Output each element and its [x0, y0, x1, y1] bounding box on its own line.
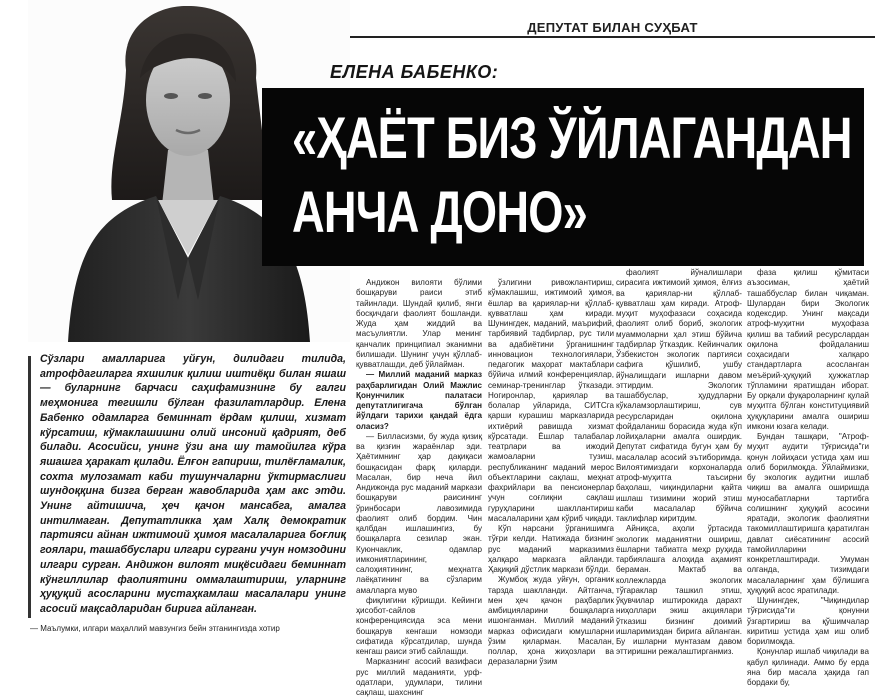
rubric-divider	[350, 36, 875, 38]
body-paragraph: — Миллий маданий марказ раҳбарлигидан Олий Мажлис Қонунчилик палатаси депутатлигигача бўлган йўлдаги тарихи қандай ёдга оласиз?	[356, 370, 482, 431]
intro-lead-paragraph: Сўзлари амалларига уйғун, дилидаги тилида, атрофдагиларга яхшилик қилиш иштиёқи билан яшаш — буларнинг барчаси саҳифамизнинг бу галги меҳмонига тегишли бўлган фазилатлардир. Елена Бабенко одамларга беминнат ёрдам қилиш, хизмат кўрсатиш, кўмаклашишни олий инсоний қадрият, деб билади. Асосийси, унинг ўзи ана шу тамойилга кўра яшашга ҳаракат қилади. Ёлғон гапириш, тилёғламалик, сохта мулозамат каби тушунчаларни ўктирмаслиги шундоққина бизга берган жавобларида ҳам акс этди. Унинг айтишича, ҳеч қачон мансабга, амалга интилмаган. Депутатликка ҳам Халқ демократик партияси айнан ижтимоий ҳимоя масалаларига боғлиқ гоялари, ташаббуслари илгари сургани учун номзодини илгари сурган. Андижон вилоят миқёсидаги беминнат кўнгиллилар фаолиятини оммалаштириш, уларнинг ҳуқуқий асосларини мустаҳкамлаш масалалари унинг асосий мақсадларидан бирига айланган.	[40, 353, 346, 615]
body-paragraph: Айниқса, аҳоли ўртасида экологик маданиятни ошириш, ёшларни табиатга меҳр руҳида тарбиялашга алоҳида аҳамият бераман. Мактаб ва коллежларда экологик тўгараклар ташкил этиш, ўқувчилар иштирокида дарахт ниҳоллари экиш акциялари ўтказиш бизнинг доимий ишларимиздан бирига айланган. Бу ишларни мунтазам давом эттиришни режалаштирганмиз.	[616, 524, 742, 657]
interviewee-name: ЕЛЕНА БАБЕНКО:	[330, 62, 499, 82]
body-paragraph: Шунингдек, "Чиқиндилар тўғрисида"ги қонунни ўзгартириш ва қўшимчалар киритиш устида ҳам иш олиб борилмоқда.	[747, 596, 869, 646]
headline-line-1: «ҲАЁТ БИЗ ЎЙЛАГАНДАН	[292, 106, 852, 171]
section-rubric: ДЕПУТАТ БИЛАН СУҲБАТ	[527, 20, 698, 35]
body-column-3	[616, 268, 742, 657]
intro-accent-bar	[28, 356, 31, 618]
body-paragraph: Кўп нарсани ўрганишимга тўғри келди. Натижада бизнинг рус маданий марказимиз ҳалқаро марказга айланди. Ҳақиқий дўстлик маркази бўлди.	[488, 524, 614, 574]
body-paragraph: фаза қилиш қўмитаси аъзосиман, ҳаётий ташаббуслар билан чиқаман. Шулардан бири Экологик кодексдир. Унинг мақсади атроф-муҳитни муҳофаза қилиш ва табиий ресурслардан оқилона фойдаланиш соҳасидаги халқаро стандартларга асосланган меъёрий-ҳуқуқий ҳужжатлар тўпламини яратишдан иборат. Бу орқали фуқароларнинг қулай муҳитга бўлган конституциявий ҳуқуқларини амалга ошириш имкони юзага келади.	[747, 268, 869, 431]
body-paragraph: Бундан ташқари, "Атроф-муҳит аудити тўғрисида"ги қонун лойиҳаси устида ҳам иш олиб борилмоқда. Ўйлаймизки, бу экологик аудитни ишлаб чиқиш ва амалга оширишда муносабатларни тартибга солишнинг ҳуқуқий асосини яратади, экологик фаолиятни такомиллаштиришга қаратилган давлат сиёсатининг асосий тамойилларини конкретлаштиради. Умуман олганда, тизимдаги масалаларнинг ҳам бўлишига ҳуқуқий асос яратилади.	[747, 432, 869, 595]
body-paragraph: Андижон вилояти бўлими бошқаруви раиси этиб тайинлади. Шундай қилиб, янги босқичдаги фаолият бошланди. Жуда ҳам жиддий ва масъулиятли. Улар менинг қанчалик принципиал эканимни билишади. Шунинг учун қўллаб-қувватлашди, деб ўйлайман.	[356, 278, 482, 369]
body-paragraph: фаолият йўналишлари сирасига ижтимоий ҳимоя, ёлғиз ва қариялар-ни қўллаб-қувватлаш ҳам киради. Атроф-муҳит муҳофазаси соҳасида фаолият олиб бориб, экологик муаммоларни ҳал этиш бўйича тадбирлар ўтказдик. Кейинчалик Ўзбекистон экологик партияси сафига қўшилиб, ушбу йўналишдаги ишларни давом эттирдим. Экологик ташаббуслар, ҳудудларни кўкаламзорлаштириш, сув ресурсларидан оқилона фойдаланиш борасида жуда кўп лойиҳаларни амалга оширдик. Депутат сифатида бугун ҳам бу масалалар асосий эътиборимда. Вилоятимиздаги корхоналарда атроф-муҳитга таъсирни баҳолаш, чиқиндиларни қайта ишлаш тизимини жорий этиш каби масалалар бўйича таклифлар киритдим.	[616, 268, 742, 523]
body-column-1	[356, 278, 482, 697]
body-paragraph: Марказнинг асосий вазифаси рус миллий маданияти, урф-одатлари, удумлари, тилини сақлаш, шахснинг	[356, 657, 482, 697]
body-paragraph: фиқлигини кўришди. Кейинги ҳисобот-сайлов конференциясида эса мени бошқарув кенгаши номзоди сифатида кўрсатдилар, шунда кенгаш раиси этиб сайлашди.	[356, 595, 482, 656]
body-paragraph: ўзлигини ривожлантириш, кўмаклашиш, ижтимоий ҳимоя, ёшлар ва қариялар-ни қўллаб-қувватлаш ҳам киради. Шунингдек, маданий, маърифий, тарбиявий тадбирлар, рус тили ва адабиётини ўрганишнинг инновацион технологиялари, педагогик маҳорат мактаблари бўйича илмий конференциялар, семинар-тренинглар ўтказади. Ногиронлар, қариялар ва болалар уйларида, СИТСга қарши курашиш марказларида ихтиёрий равишда хизмат кўрсатади. Ёшлар талабалар театрлари ва ижодий жамоаларни тузиш, республиканинг маданий мерос объектларини сақлаш, меҳнат фахрийлари ва пенсионерлар учун соғлиқни сақлаш гуруҳларини шакллантириш масалаларини ҳам кўриб чиқади.	[488, 278, 614, 523]
body-paragraph: — Билласизми, бу жуда қизиқ ва қизғин жараёнлар эди. Ҳаётимнинг ҳар дақиқаси бошқасидан фарқ қиларди. Масалан, бир неча йил Андижонда рус маданий маркази бошқаруви раисининг ўринбосари лавозимида фаолият олиб бордим. Чин қалбдан ишлашингиз, бу бошқаларга сезилар экан. Куюнчаклик, одамлар имкониятларининг, салоҳиятининг, меҳнатга лаёқатининг ва сўзларим амалларга муво	[356, 431, 482, 595]
body-paragraph: Қонунлар ишлаб чиқилади ва қабул қилинади. Аммо бу ерда яна бир масала ҳақида гап бордаки бу,	[747, 647, 869, 687]
body-column-4	[747, 268, 869, 687]
headline-line-2: АНЧА ДОНО»	[292, 180, 588, 245]
footer-text-fragment: — Маълумки, илгари маҳаллий мавзунгиз бейн этганингизда хотир	[30, 624, 280, 633]
body-paragraph: Жумбоқ жуда уйғун, органик тарзда шаклланди. Айтганча, мен ҳеч қачон раҳбарлик амбицияларини бошқаларга ишонганман. Миллий маданий марказ офисидаги юмушларни ўзим қиларман. Масалан, поллар, ҳона жиҳозлари ва деразаларни ўзим	[488, 575, 614, 667]
body-column-2	[488, 278, 614, 667]
